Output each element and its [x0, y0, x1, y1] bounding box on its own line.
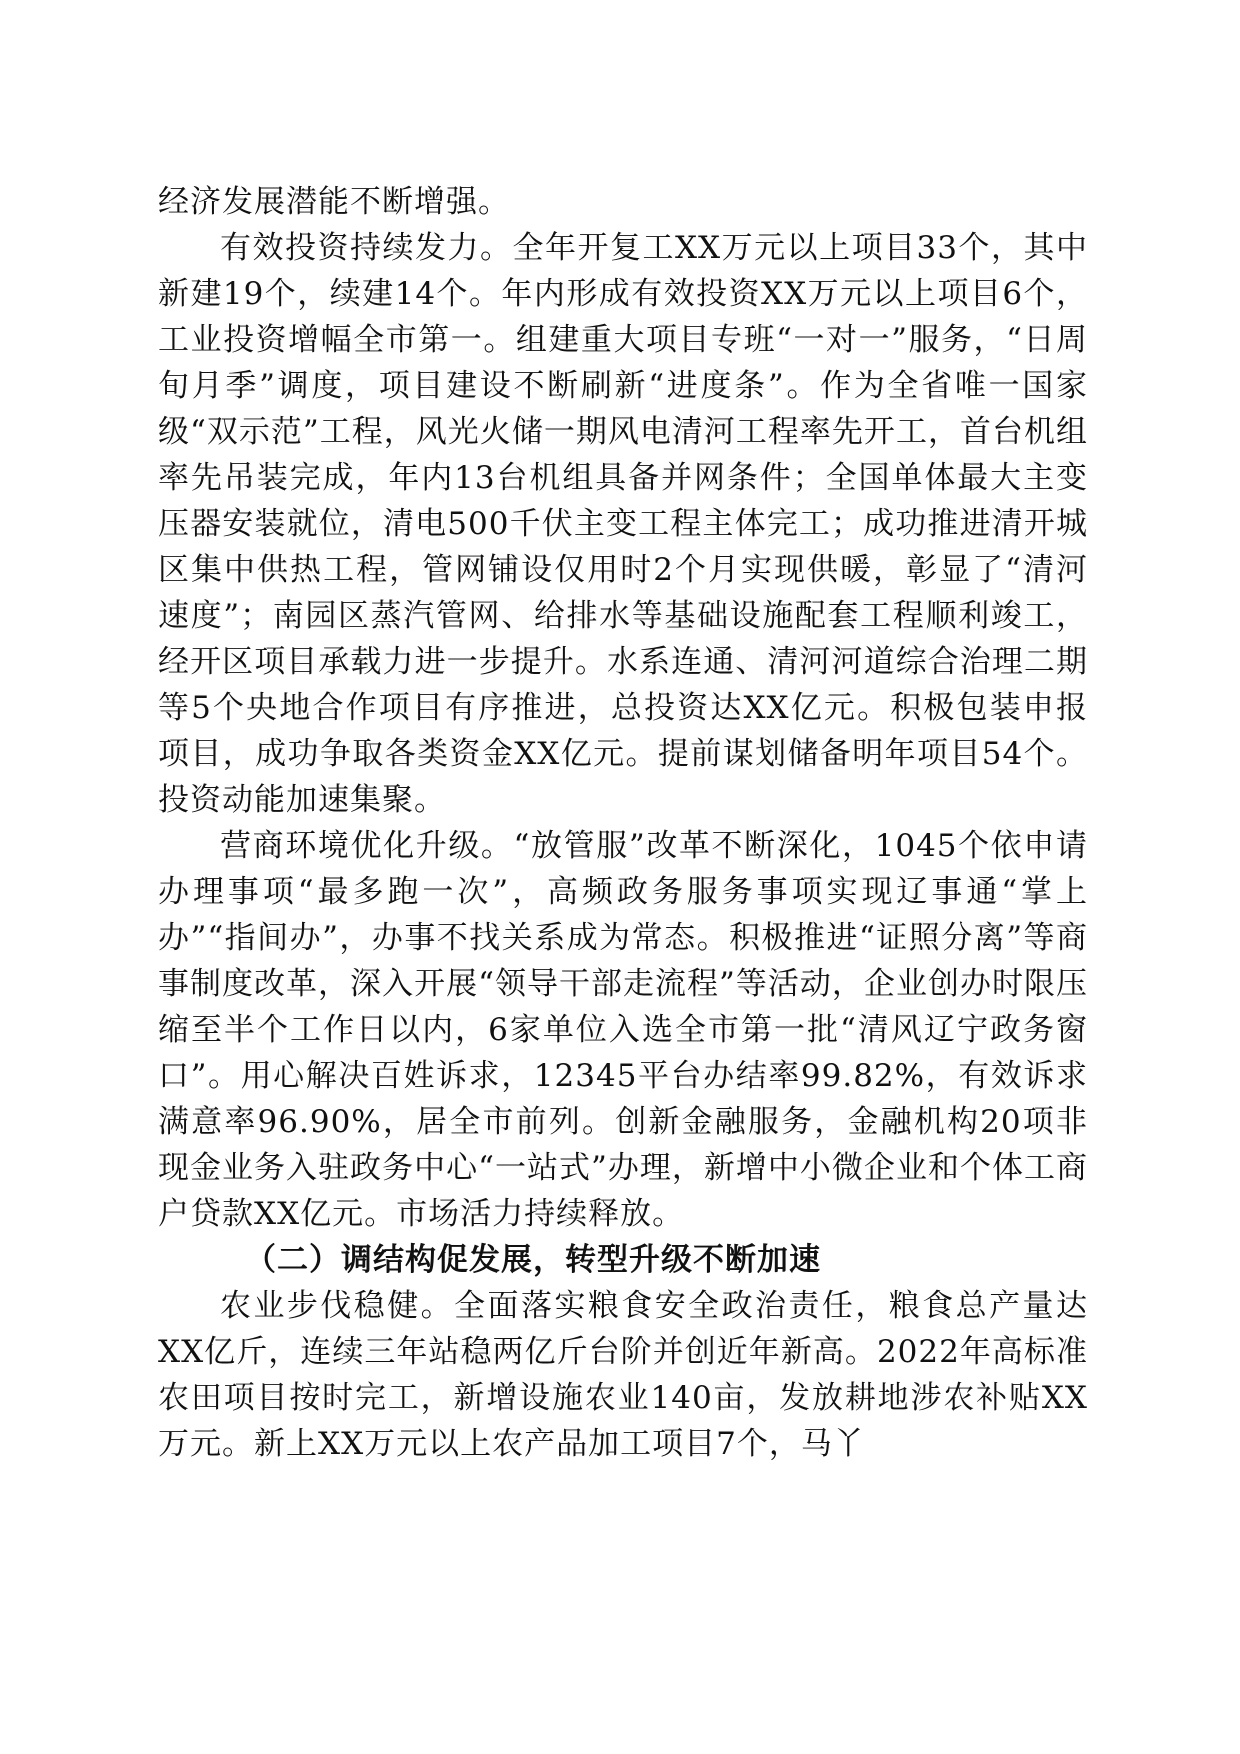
paragraph-continuation: 经济发展潜能不断增强。	[158, 184, 510, 220]
paragraph-agriculture: 农业步伐稳健。全面落实粮食安全政治责任，粮食总产量达XX亿斤，连续三年站稳两亿斤台阶并创近年新高。2022年高标准农田项目按时完工，新增设施农业140亩，发放耕地涉农补贴XX万元。新上XX万元以上农产品加工项目7个，马丫	[158, 1288, 1088, 1462]
paragraph-business-environment: 营商环境优化升级。“放管服”改革不断深化，1045个依申请办理事项“最多跑一次”，高频政务服务事项实现辽事通“掌上办”“指间办”，办事不找关系成为常态。积极推进“证照分离”等商事制度改革，深入开展“领导干部走流程”等活动，企业创办时限压缩至半个工作日以内，6家单位入选全市第一批“清风辽宁政务窗口”。用心解决百姓诉求，12345平台办结率99.82%，有效诉求满意率96.90%，居全市前列。创新金融服务，金融机构20项非现金业务入驻政务中心“一站式”办理，新增中小微企业和个体工商户贷款XX亿元。市场活力持续释放。	[158, 828, 1088, 1232]
paragraph-effective-investment: 有效投资持续发力。全年开复工XX万元以上项目33个，其中新建19个，续建14个。年内形成有效投资XX万元以上项目6个，工业投资增幅全市第一。组建重大项目专班“一对一”服务，“日周旬月季”调度，项目建设不断刷新“进度条”。作为全省唯一国家级“双示范”工程，风光火储一期风电清河工程率先开工，首台机组率先吊装完成，年内13台机组具备并网条件；全国单体最大主变压器安装就位，清电500千伏主变工程主体完工；成功推进清开城区集中供热工程，管网铺设仅用时2个月实现供暖，彰显了“清河速度”；南园区蒸汽管网、给排水等基础设施配套工程顺利竣工，经开区项目承载力进一步提升。水系连通、清河河道综合治理二期等5个央地合作项目有序推进，总投资达XX亿元。积极包装申报项目，成功争取各类资金XX亿元。提前谋划储备明年项目54个。投资动能加速集聚。	[158, 230, 1088, 818]
section-heading: （二）调结构促发展，转型升级不断加速	[245, 1242, 821, 1278]
document-body	[158, 179, 1088, 1467]
